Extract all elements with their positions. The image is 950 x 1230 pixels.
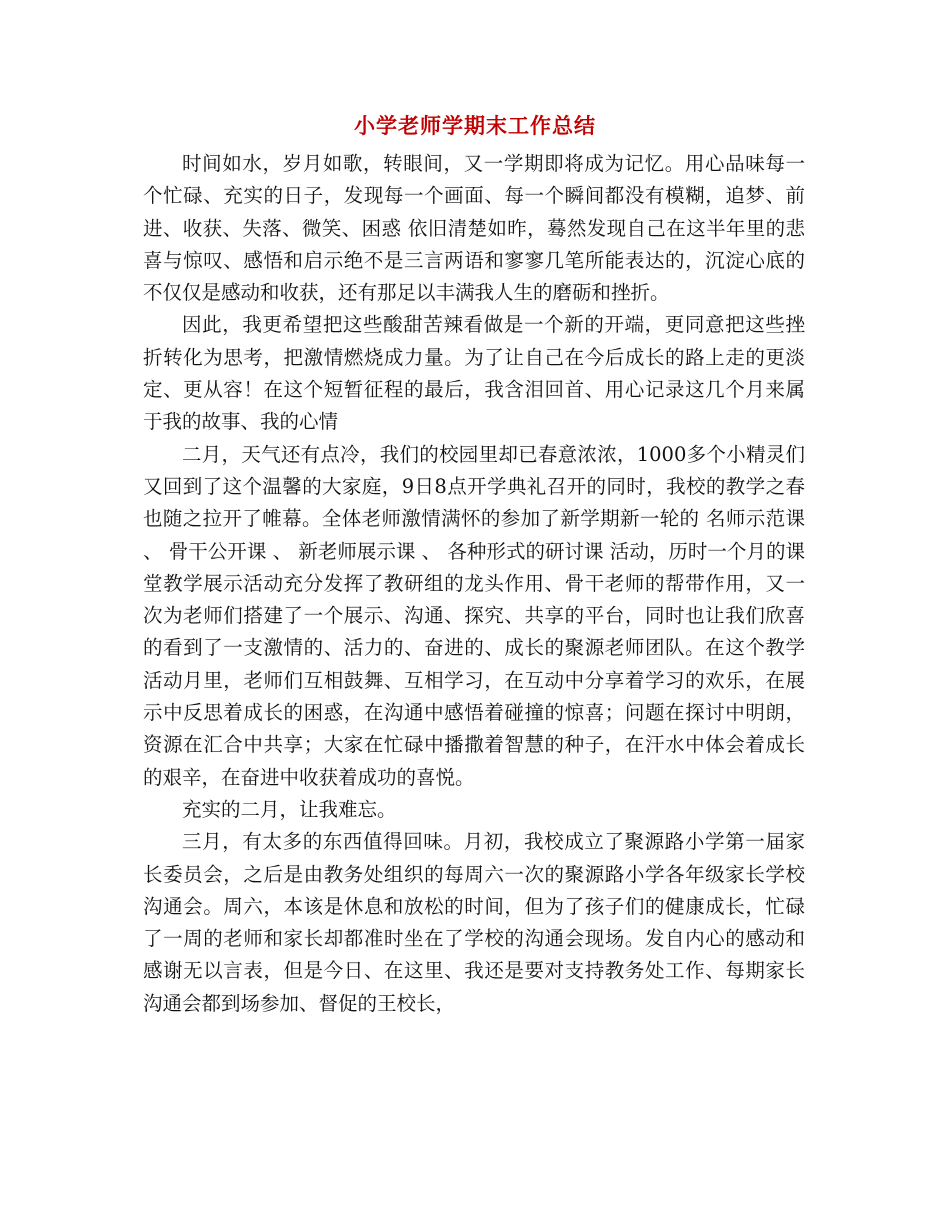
paragraph-4: 充实的二月，让我难忘。 [182, 797, 397, 821]
paragraph-3: 二月，天气还有点冷，我们的校园里却已春意浓浓，1000多个小精灵们又回到了这个温馨的大家庭，9日8点开学典礼召开的同时，我校的教学之春也随之拉开了帷幕。全体老师激情满怀的参加了新学期新一轮的 名师示范课 、 骨干公开课 、 新老师展示课 、 各种形式的研讨课 活动，历时一个月的课堂教学展示活动充分发挥了教研组的龙头作用、骨干老师的帮带作用，又一次为老师们搭建了一个展示、沟通、探究、共享的平台，同时也让我们欣喜的看到了一支激情的、活力的、奋进的、成长的聚源老师团队。在这个教学活动月里，老师们互相鼓舞、互相学习，在互动中分享着学习的欢乐，在展示中反思着成长的困惑，在沟通中感悟着碰撞的惊喜；问题在探讨中明朗，资源在汇合中共享；大家在忙碌中播撒着智慧的种子，在汗水中体会着成长的艰辛，在奋进中收获着成功的喜悦。 [143, 442, 805, 789]
paragraph-1: 时间如水，岁月如歌，转眼间，又一学期即将成为记忆。用心品味每一个忙碌、充实的日子，发现每一个画面、每一个瞬间都没有模糊，追梦、前进、收获、失落、微笑、困惑 依旧清楚如昨，蓦然发现自己在这半年里的悲喜与惊叹、感悟和启示绝不是三言两语和寥寥几笔所能表达的，沉淀心底的不仅仅是感动和收获，还有那足以丰满我人生的磨砺和挫折。 [143, 152, 805, 305]
document-body [143, 148, 805, 1020]
paragraph-2: 因此，我更希望把这些酸甜苦辣看做是一个新的开端，更同意把这些挫折转化为思考，把激情燃烧成力量。为了让自己在今后成长的路上走的更淡定、更从容！在这个短暂征程的最后，我含泪回首、用心记录这几个月来属于我的故事、我的心情 [143, 313, 805, 434]
paragraph-5: 三月，有太多的东西值得回味。月初，我校成立了聚源路小学第一届家长委员会，之后是由教务处组织的每周六一次的聚源路小学各年级家长学校沟通会。周六，本该是休息和放松的时间，但为了孩子们的健康成长，忙碌了一周的老师和家长却都准时坐在了学校的沟通会现场。发自内心的感动和感谢无以言表，但是今日、在这里、我还是要对支持教务处工作、每期家长沟通会都到场参加、督促的王校长， [143, 830, 805, 1015]
document-title: 小学老师学期末工作总结 [354, 113, 596, 138]
